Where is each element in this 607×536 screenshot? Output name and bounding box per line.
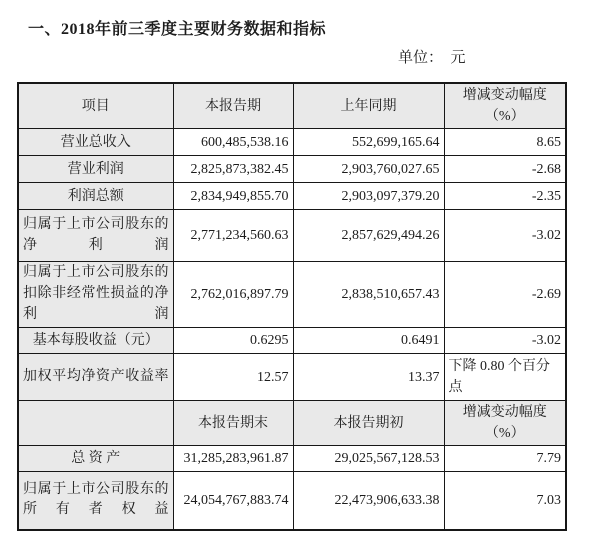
change-value: 7.03 <box>444 472 566 530</box>
prior-value: 552,699,165.64 <box>293 129 444 156</box>
header-change-line1: 增减变动幅度 <box>462 88 547 103</box>
table-row-basic-eps <box>18 328 566 354</box>
row-label: 总 资 产 <box>18 446 173 472</box>
table-row-weighted-avg-roe <box>18 354 566 401</box>
prior-value: 29,025,567,128.53 <box>293 446 444 472</box>
current-value: 12.57 <box>173 354 293 401</box>
change-value: -3.02 <box>444 328 566 354</box>
header-cell-change-percent <box>444 83 566 129</box>
row-label: 基本每股收益（元） <box>18 328 173 354</box>
row-label: 利润总额 <box>18 183 173 210</box>
table-header-row-1 <box>18 83 566 129</box>
header-cell-period-begin: 本报告期初 <box>293 401 444 446</box>
header-cell-change-percent <box>444 401 566 446</box>
table-header-row-2 <box>18 401 566 446</box>
current-value: 24,054,767,883.74 <box>173 472 293 530</box>
row-label: 营业总收入 <box>18 129 173 156</box>
prior-value: 2,903,760,027.65 <box>293 156 444 183</box>
change-value: -2.35 <box>444 183 566 210</box>
current-value: 2,834,949,855.70 <box>173 183 293 210</box>
change-value: -3.02 <box>444 210 566 262</box>
header-cell-blank <box>18 401 173 446</box>
prior-value: 2,903,097,379.20 <box>293 183 444 210</box>
financial-indicators-table <box>17 82 567 531</box>
change-value: 8.65 <box>444 129 566 156</box>
prior-value: 2,857,629,494.26 <box>293 210 444 262</box>
prior-value: 0.6491 <box>293 328 444 354</box>
header-change-line2: （%） <box>484 426 525 441</box>
table-row-operating-profit <box>18 156 566 183</box>
header-change-line1: 增减变动幅度 <box>462 405 547 420</box>
current-value: 31,285,283,961.87 <box>173 446 293 472</box>
header-change-line2: （%） <box>484 109 525 124</box>
row-label: 归属于上市公司股东的净利润 <box>18 210 173 262</box>
section-title: 一、2018年前三季度主要财务数据和指标 <box>28 21 327 38</box>
unit-label: 单位： 元 <box>398 50 466 66</box>
header-cell-item: 项目 <box>18 83 173 129</box>
current-value: 2,771,234,560.63 <box>173 210 293 262</box>
row-label: 营业利润 <box>18 156 173 183</box>
header-cell-period-end: 本报告期末 <box>173 401 293 446</box>
prior-value: 13.37 <box>293 354 444 401</box>
change-value: -2.69 <box>444 262 566 328</box>
header-cell-prior-period: 上年同期 <box>293 83 444 129</box>
prior-value: 2,838,510,657.43 <box>293 262 444 328</box>
change-value: -2.68 <box>444 156 566 183</box>
table-row-total-profit <box>18 183 566 210</box>
change-value: 7.79 <box>444 446 566 472</box>
current-value: 600,485,538.16 <box>173 129 293 156</box>
current-value: 0.6295 <box>173 328 293 354</box>
row-label: 加权平均净资产收益率 <box>18 354 173 401</box>
prior-value: 22,473,906,633.38 <box>293 472 444 530</box>
change-value: 下降 0.80 个百分点 <box>444 354 566 401</box>
table-row-total-revenue <box>18 129 566 156</box>
current-value: 2,762,016,897.79 <box>173 262 293 328</box>
table-row-net-profit-attributable <box>18 210 566 262</box>
table-row-owners-equity-attributable <box>18 472 566 530</box>
current-value: 2,825,873,382.45 <box>173 156 293 183</box>
row-label: 归属于上市公司股东的扣除非经常性损益的净利润 <box>18 262 173 328</box>
table-row-net-profit-excl-nonrecurring <box>18 262 566 328</box>
table-row-total-assets <box>18 446 566 472</box>
row-label: 归属于上市公司股东的所有者权益 <box>18 472 173 530</box>
header-cell-current-period: 本报告期 <box>173 83 293 129</box>
